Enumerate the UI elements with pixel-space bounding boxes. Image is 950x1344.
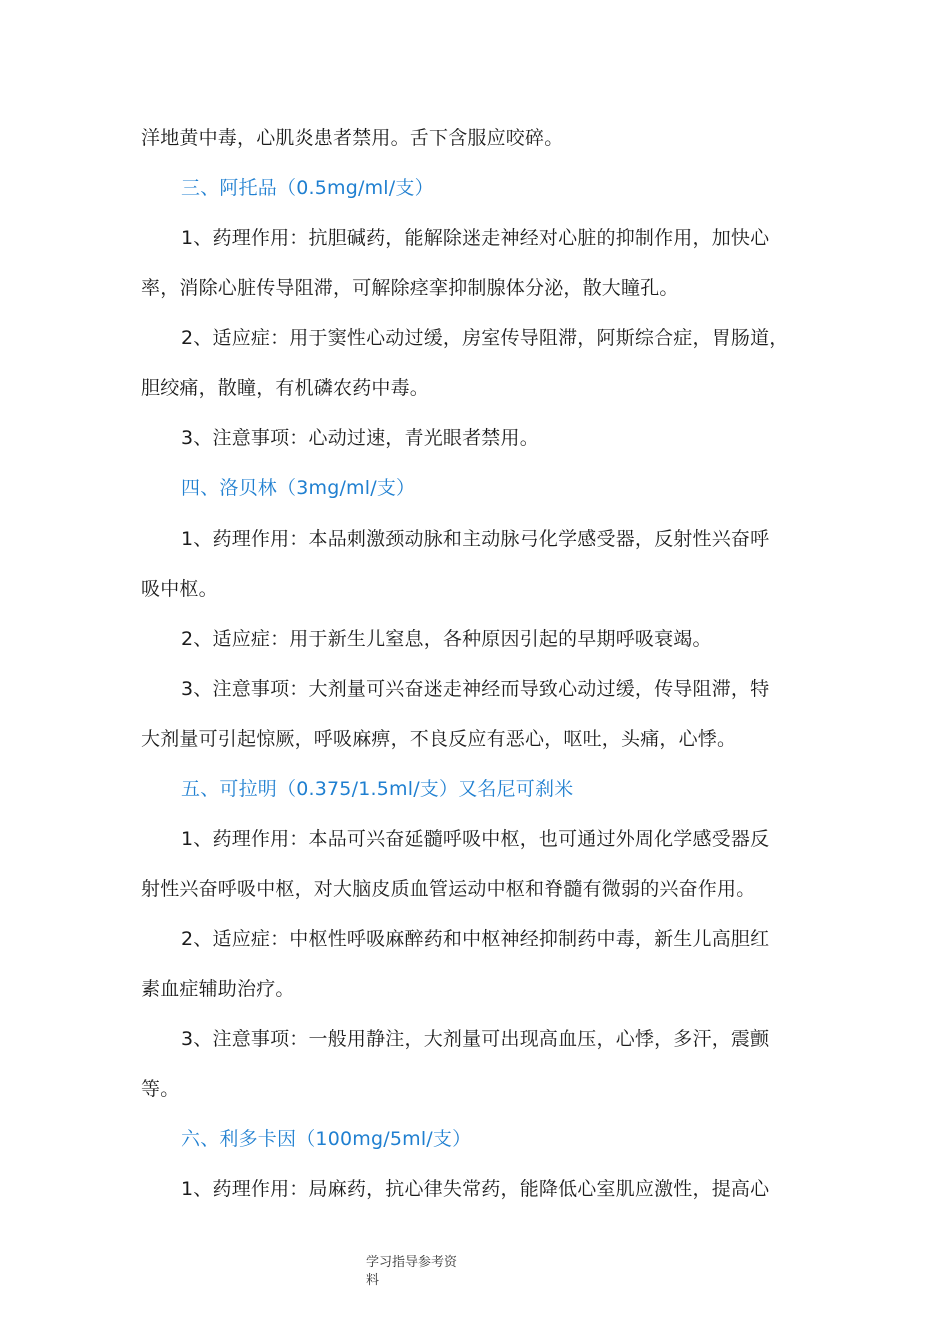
text-line: 2、适应症：用于窦性心动过缓，房室传导阻滞，阿斯综合症，胃肠道，	[181, 327, 789, 349]
text-line: 3、注意事项：大剂量可兴奋迷走神经而导致心动过缓，传导阻滞，特	[181, 678, 770, 700]
text-line: 胆绞痛，散瞳，有机磷农药中毒。	[141, 377, 430, 399]
text-line: 洋地黄中毒，心肌炎患者禁用。舌下含服应咬碎。	[141, 127, 564, 149]
footer-line-2: 料	[366, 1273, 380, 1288]
section-heading-nikethamide: 五、可拉明（0.375/1.5ml/支）又名尼可刹米	[181, 778, 574, 800]
text-line: 射性兴奋呼吸中枢，对大脑皮质血管运动中枢和脊髓有微弱的兴奋作用。	[141, 878, 756, 900]
footer-line-1: 学习指导参考资	[366, 1255, 458, 1270]
text-line: 1、药理作用：本品刺激颈动脉和主动脉弓化学感受器，反射性兴奋呼	[181, 528, 770, 550]
text-line: 等。	[141, 1078, 180, 1100]
text-line: 吸中枢。	[141, 578, 218, 600]
section-heading-atropine: 三、阿托品（0.5mg/ml/支）	[181, 177, 434, 199]
text-line: 大剂量可引起惊厥，呼吸麻痹，不良反应有恶心，呕吐，头痛，心悸。	[141, 728, 737, 750]
text-line: 1、药理作用：抗胆碱药，能解除迷走神经对心脏的抑制作用，加快心	[181, 227, 770, 249]
text-line: 2、适应症：用于新生儿窒息，各种原因引起的早期呼吸衰竭。	[181, 628, 712, 650]
section-heading-lidocaine: 六、利多卡因（100mg/5ml/支）	[181, 1128, 472, 1150]
text-line: 3、注意事项：一般用静注，大剂量可出现高血压，心悸，多汗，震颤	[181, 1028, 770, 1050]
text-line: 素血症辅助治疗。	[141, 978, 295, 1000]
text-line: 3、注意事项：心动过速，青光眼者禁用。	[181, 427, 539, 449]
text-line: 率，消除心脏传导阻滞，可解除痉挛抑制腺体分泌，散大瞳孔。	[141, 277, 679, 299]
section-heading-lobeline: 四、洛贝林（3mg/ml/支）	[181, 477, 416, 499]
text-line: 1、药理作用：局麻药，抗心律失常药，能降低心室肌应激性，提高心	[181, 1178, 770, 1200]
text-line: 1、药理作用：本品可兴奋延髓呼吸中枢，也可通过外周化学感受器反	[181, 828, 770, 850]
text-line: 2、适应症：中枢性呼吸麻醉药和中枢神经抑制药中毒，新生儿高胆红	[181, 928, 770, 950]
